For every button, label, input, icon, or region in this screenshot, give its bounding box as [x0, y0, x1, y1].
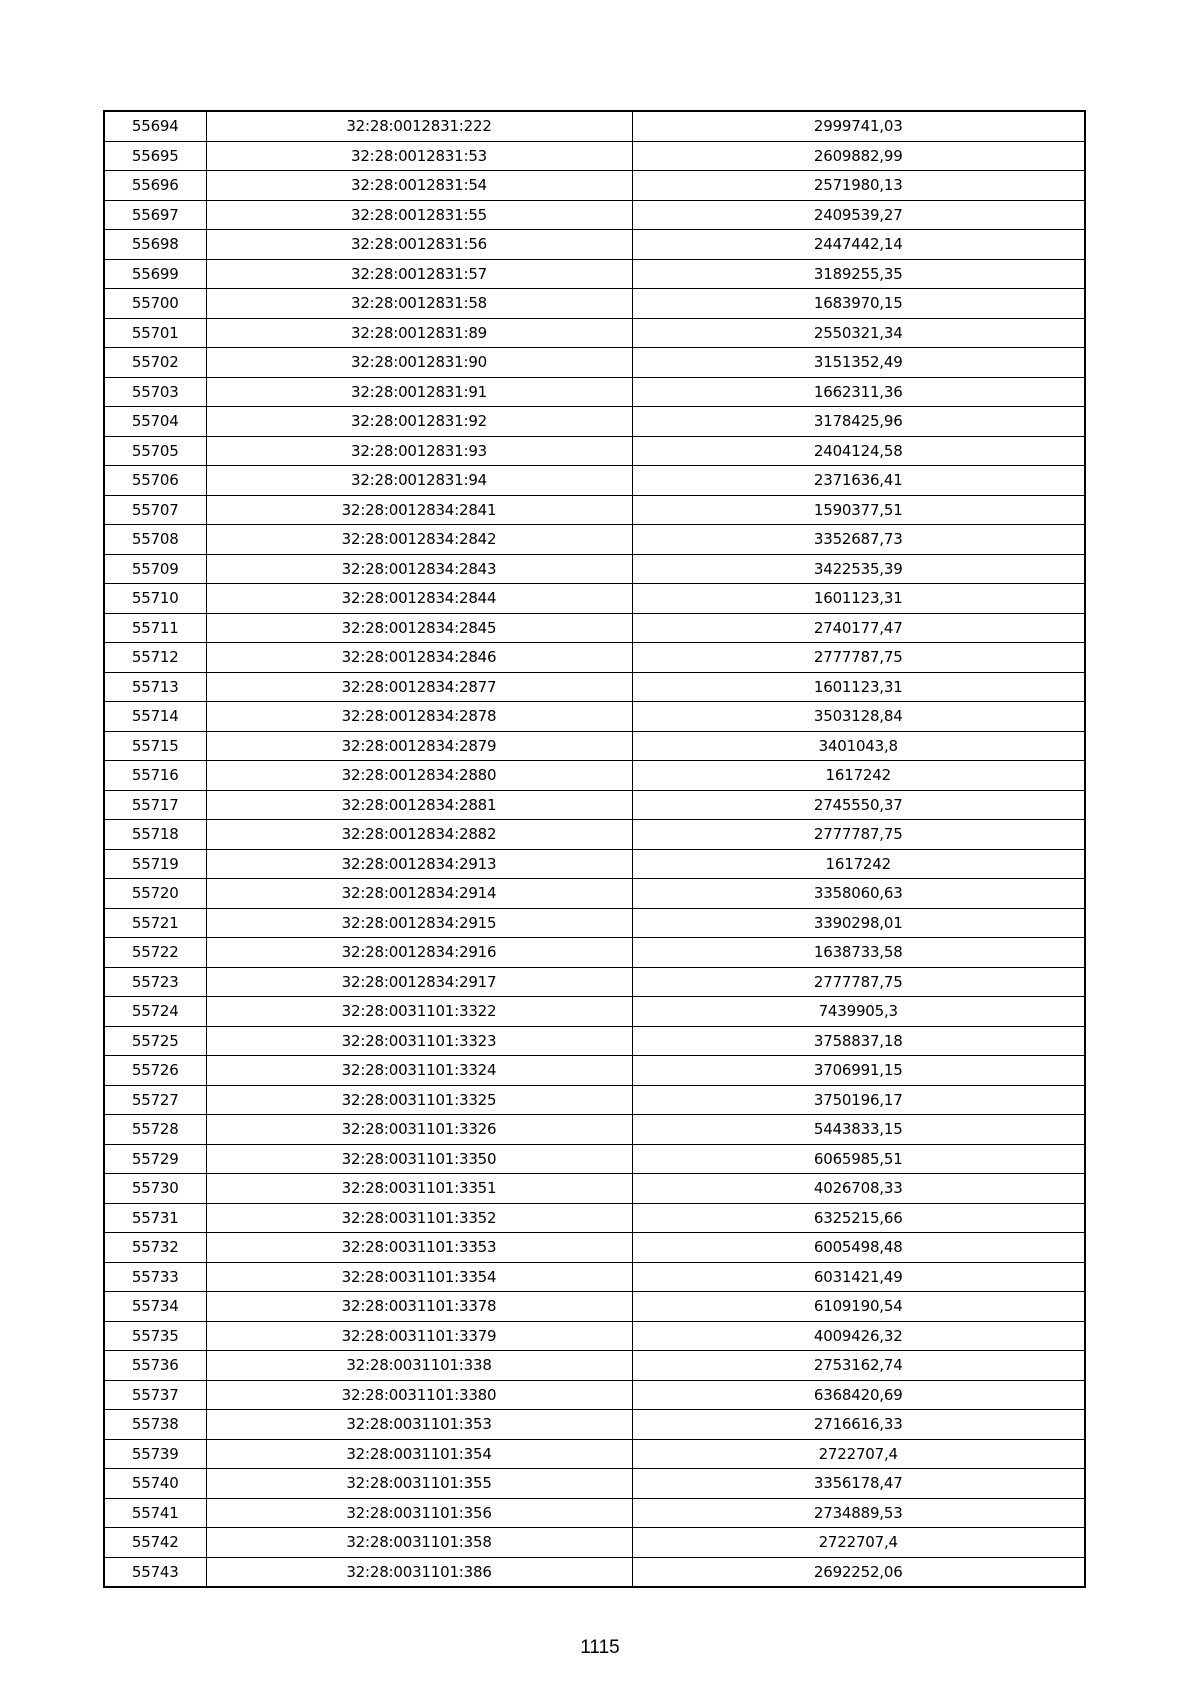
row-index-cell: 55694 [104, 111, 206, 141]
value-cell: 3750196,17 [632, 1085, 1085, 1115]
cadastral-number-cell: 32:28:0012831:92 [206, 407, 632, 437]
cadastral-number-cell: 32:28:0031101:354 [206, 1439, 632, 1469]
row-index-cell: 55701 [104, 318, 206, 348]
row-index-cell: 55697 [104, 200, 206, 230]
row-index-cell: 55706 [104, 466, 206, 496]
value-cell: 1617242 [632, 849, 1085, 879]
cadastral-number-cell: 32:28:0031101:386 [206, 1557, 632, 1587]
row-index-cell: 55720 [104, 879, 206, 909]
cadastral-number-cell: 32:28:0031101:3351 [206, 1174, 632, 1204]
cadastral-number-cell: 32:28:0012831:56 [206, 230, 632, 260]
row-index-cell: 55724 [104, 997, 206, 1027]
row-index-cell: 55721 [104, 908, 206, 938]
row-index-cell: 55723 [104, 967, 206, 997]
table-body [104, 111, 1085, 1587]
table-row [104, 790, 1085, 820]
value-cell: 3178425,96 [632, 407, 1085, 437]
table-row [104, 1380, 1085, 1410]
cadastral-number-cell: 32:28:0012834:2877 [206, 672, 632, 702]
table-row [104, 1498, 1085, 1528]
table-row [104, 1439, 1085, 1469]
table-row [104, 495, 1085, 525]
table-row [104, 1026, 1085, 1056]
cadastral-number-cell: 32:28:0012831:94 [206, 466, 632, 496]
cadastral-number-cell: 32:28:0031101:3380 [206, 1380, 632, 1410]
cadastral-number-cell: 32:28:0031101:3379 [206, 1321, 632, 1351]
value-cell: 2777787,75 [632, 643, 1085, 673]
table-row [104, 1321, 1085, 1351]
table-row [104, 820, 1085, 850]
row-index-cell: 55742 [104, 1528, 206, 1558]
value-cell: 1590377,51 [632, 495, 1085, 525]
row-index-cell: 55743 [104, 1557, 206, 1587]
row-index-cell: 55739 [104, 1439, 206, 1469]
table-row [104, 436, 1085, 466]
table-row [104, 1262, 1085, 1292]
value-cell: 2447442,14 [632, 230, 1085, 260]
row-index-cell: 55695 [104, 141, 206, 171]
table-row [104, 318, 1085, 348]
value-cell: 6325215,66 [632, 1203, 1085, 1233]
cadastral-number-cell: 32:28:0031101:3324 [206, 1056, 632, 1086]
cadastral-number-cell: 32:28:0012831:54 [206, 171, 632, 201]
table-row [104, 171, 1085, 201]
cadastral-number-cell: 32:28:0012834:2882 [206, 820, 632, 850]
cadastral-number-cell: 32:28:0031101:3354 [206, 1262, 632, 1292]
cadastral-number-cell: 32:28:0031101:356 [206, 1498, 632, 1528]
value-cell: 3151352,49 [632, 348, 1085, 378]
value-cell: 3503128,84 [632, 702, 1085, 732]
cadastral-number-cell: 32:28:0012834:2843 [206, 554, 632, 584]
cadastral-number-cell: 32:28:0012834:2845 [206, 613, 632, 643]
table-row [104, 938, 1085, 968]
row-index-cell: 55707 [104, 495, 206, 525]
cadastral-number-cell: 32:28:0012834:2913 [206, 849, 632, 879]
table-row [104, 1528, 1085, 1558]
table-row [104, 1115, 1085, 1145]
cadastral-number-cell: 32:28:0031101:3350 [206, 1144, 632, 1174]
row-index-cell: 55735 [104, 1321, 206, 1351]
table-row [104, 613, 1085, 643]
table-row [104, 141, 1085, 171]
value-cell: 2609882,99 [632, 141, 1085, 171]
value-cell: 1617242 [632, 761, 1085, 791]
cadastral-number-cell: 32:28:0031101:3325 [206, 1085, 632, 1115]
row-index-cell: 55736 [104, 1351, 206, 1381]
table-row [104, 643, 1085, 673]
row-index-cell: 55716 [104, 761, 206, 791]
row-index-cell: 55703 [104, 377, 206, 407]
table-row [104, 377, 1085, 407]
table-row [104, 407, 1085, 437]
cadastral-number-cell: 32:28:0012831:93 [206, 436, 632, 466]
row-index-cell: 55741 [104, 1498, 206, 1528]
table-row [104, 1233, 1085, 1263]
row-index-cell: 55729 [104, 1144, 206, 1174]
value-cell: 2999741,03 [632, 111, 1085, 141]
value-cell: 2740177,47 [632, 613, 1085, 643]
cadastral-number-cell: 32:28:0031101:3352 [206, 1203, 632, 1233]
value-cell: 7439905,3 [632, 997, 1085, 1027]
row-index-cell: 55733 [104, 1262, 206, 1292]
row-index-cell: 55698 [104, 230, 206, 260]
row-index-cell: 55725 [104, 1026, 206, 1056]
value-cell: 3189255,35 [632, 259, 1085, 289]
row-index-cell: 55711 [104, 613, 206, 643]
cadastral-number-cell: 32:28:0012831:91 [206, 377, 632, 407]
row-index-cell: 55705 [104, 436, 206, 466]
cadastral-number-cell: 32:28:0031101:3353 [206, 1233, 632, 1263]
value-cell: 3706991,15 [632, 1056, 1085, 1086]
table-row [104, 525, 1085, 555]
value-cell: 6005498,48 [632, 1233, 1085, 1263]
row-index-cell: 55731 [104, 1203, 206, 1233]
row-index-cell: 55700 [104, 289, 206, 319]
value-cell: 3422535,39 [632, 554, 1085, 584]
cadastral-number-cell: 32:28:0031101:353 [206, 1410, 632, 1440]
value-cell: 6368420,69 [632, 1380, 1085, 1410]
row-index-cell: 55734 [104, 1292, 206, 1322]
value-cell: 2692252,06 [632, 1557, 1085, 1587]
cadastral-number-cell: 32:28:0012831:55 [206, 200, 632, 230]
cadastral-number-cell: 32:28:0031101:3322 [206, 997, 632, 1027]
cadastral-number-cell: 32:28:0031101:3326 [206, 1115, 632, 1145]
cadastral-number-cell: 32:28:0012834:2878 [206, 702, 632, 732]
table-row [104, 849, 1085, 879]
row-index-cell: 55730 [104, 1174, 206, 1204]
value-cell: 2722707,4 [632, 1528, 1085, 1558]
value-cell: 2722707,4 [632, 1439, 1085, 1469]
row-index-cell: 55710 [104, 584, 206, 614]
table-row [104, 908, 1085, 938]
value-cell: 1662311,36 [632, 377, 1085, 407]
table-row [104, 967, 1085, 997]
value-cell: 2404124,58 [632, 436, 1085, 466]
value-cell: 4026708,33 [632, 1174, 1085, 1204]
table-row [104, 702, 1085, 732]
value-cell: 1601123,31 [632, 672, 1085, 702]
row-index-cell: 55727 [104, 1085, 206, 1115]
table-row [104, 997, 1085, 1027]
row-index-cell: 55702 [104, 348, 206, 378]
table-row [104, 879, 1085, 909]
table-row [104, 1557, 1085, 1587]
cadastral-number-cell: 32:28:0031101:3323 [206, 1026, 632, 1056]
table-row [104, 348, 1085, 378]
value-cell: 2777787,75 [632, 820, 1085, 850]
value-cell: 1601123,31 [632, 584, 1085, 614]
value-cell: 5443833,15 [632, 1115, 1085, 1145]
row-index-cell: 55738 [104, 1410, 206, 1440]
row-index-cell: 55709 [104, 554, 206, 584]
value-cell: 2571980,13 [632, 171, 1085, 201]
table-row [104, 1351, 1085, 1381]
table-row [104, 1469, 1085, 1499]
row-index-cell: 55717 [104, 790, 206, 820]
value-cell: 3390298,01 [632, 908, 1085, 938]
value-cell: 3358060,63 [632, 879, 1085, 909]
row-index-cell: 55726 [104, 1056, 206, 1086]
table-row [104, 554, 1085, 584]
data-table [103, 110, 1086, 1588]
row-index-cell: 55740 [104, 1469, 206, 1499]
table-row [104, 761, 1085, 791]
cadastral-number-cell: 32:28:0012834:2914 [206, 879, 632, 909]
page-number: 1115 [580, 1637, 620, 1658]
value-cell: 6031421,49 [632, 1262, 1085, 1292]
cadastral-number-cell: 32:28:0012834:2842 [206, 525, 632, 555]
table-row [104, 1203, 1085, 1233]
table-row [104, 1056, 1085, 1086]
cadastral-number-cell: 32:28:0012831:90 [206, 348, 632, 378]
cadastral-number-cell: 32:28:0012834:2915 [206, 908, 632, 938]
cadastral-number-cell: 32:28:0031101:355 [206, 1469, 632, 1499]
row-index-cell: 55708 [104, 525, 206, 555]
table-row [104, 672, 1085, 702]
value-cell: 3352687,73 [632, 525, 1085, 555]
row-index-cell: 55722 [104, 938, 206, 968]
row-index-cell: 55737 [104, 1380, 206, 1410]
table-row [104, 1174, 1085, 1204]
cadastral-number-cell: 32:28:0012831:57 [206, 259, 632, 289]
cadastral-number-cell: 32:28:0031101:338 [206, 1351, 632, 1381]
table-row [104, 1144, 1085, 1174]
cadastral-number-cell: 32:28:0012834:2841 [206, 495, 632, 525]
table-row [104, 259, 1085, 289]
table-row [104, 289, 1085, 319]
value-cell: 2734889,53 [632, 1498, 1085, 1528]
cadastral-number-cell: 32:28:0031101:358 [206, 1528, 632, 1558]
value-cell: 3401043,8 [632, 731, 1085, 761]
cadastral-number-cell: 32:28:0012834:2881 [206, 790, 632, 820]
table-row [104, 1410, 1085, 1440]
value-cell: 2777787,75 [632, 967, 1085, 997]
table-row [104, 111, 1085, 141]
value-cell: 6109190,54 [632, 1292, 1085, 1322]
row-index-cell: 55696 [104, 171, 206, 201]
cadastral-number-cell: 32:28:0012834:2846 [206, 643, 632, 673]
value-cell: 3758837,18 [632, 1026, 1085, 1056]
cadastral-number-cell: 32:28:0012831:89 [206, 318, 632, 348]
cadastral-number-cell: 32:28:0031101:3378 [206, 1292, 632, 1322]
table-row [104, 1085, 1085, 1115]
row-index-cell: 55704 [104, 407, 206, 437]
row-index-cell: 55712 [104, 643, 206, 673]
value-cell: 4009426,32 [632, 1321, 1085, 1351]
row-index-cell: 55728 [104, 1115, 206, 1145]
value-cell: 1638733,58 [632, 938, 1085, 968]
cadastral-number-cell: 32:28:0012831:53 [206, 141, 632, 171]
value-cell: 2550321,34 [632, 318, 1085, 348]
cadastral-number-cell: 32:28:0012834:2917 [206, 967, 632, 997]
cadastral-number-cell: 32:28:0012834:2880 [206, 761, 632, 791]
table-row [104, 230, 1085, 260]
row-index-cell: 55715 [104, 731, 206, 761]
table-row [104, 200, 1085, 230]
table-row [104, 584, 1085, 614]
cadastral-number-cell: 32:28:0012834:2844 [206, 584, 632, 614]
value-cell: 3356178,47 [632, 1469, 1085, 1499]
value-cell: 2371636,41 [632, 466, 1085, 496]
table-row [104, 466, 1085, 496]
table-row [104, 731, 1085, 761]
row-index-cell: 55719 [104, 849, 206, 879]
cadastral-number-cell: 32:28:0012831:222 [206, 111, 632, 141]
value-cell: 1683970,15 [632, 289, 1085, 319]
row-index-cell: 55714 [104, 702, 206, 732]
cadastral-number-cell: 32:28:0012831:58 [206, 289, 632, 319]
value-cell: 2745550,37 [632, 790, 1085, 820]
row-index-cell: 55713 [104, 672, 206, 702]
value-cell: 2409539,27 [632, 200, 1085, 230]
row-index-cell: 55699 [104, 259, 206, 289]
value-cell: 2753162,74 [632, 1351, 1085, 1381]
value-cell: 2716616,33 [632, 1410, 1085, 1440]
row-index-cell: 55732 [104, 1233, 206, 1263]
table-row [104, 1292, 1085, 1322]
value-cell: 6065985,51 [632, 1144, 1085, 1174]
cadastral-number-cell: 32:28:0012834:2879 [206, 731, 632, 761]
row-index-cell: 55718 [104, 820, 206, 850]
cadastral-number-cell: 32:28:0012834:2916 [206, 938, 632, 968]
